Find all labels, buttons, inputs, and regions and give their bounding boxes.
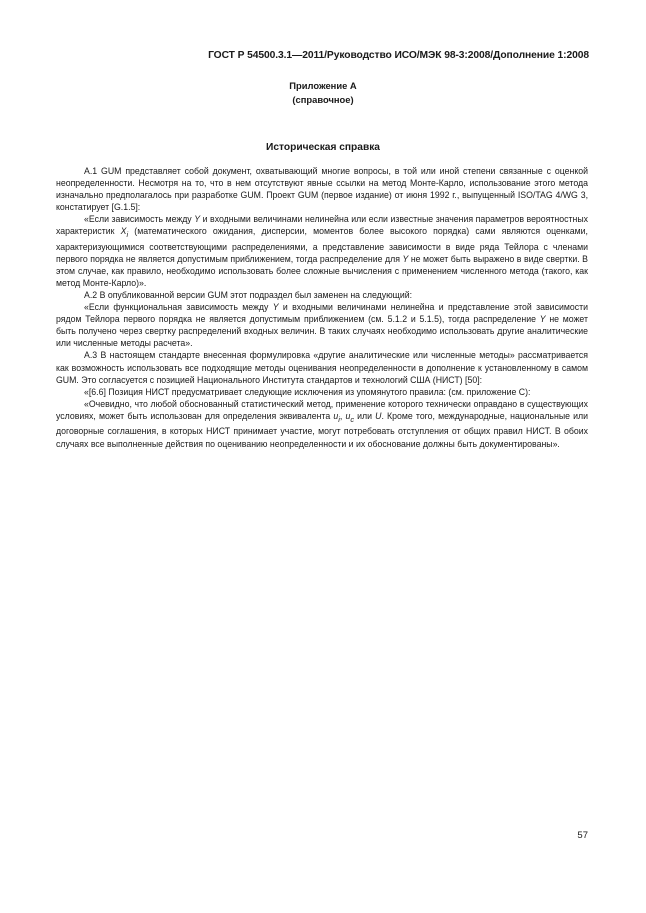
paragraph-gum-quote-2: «Если функциональная зависимость между Y и входными величинами нелинейна и представление этой зависимости рядом Тейлора первого порядка не является допустимым приближением (см. 5.1.2 и 5.1.5), тогда распределение Y не может быть получено через свертку распределений входных величин. В таких случаях необходимо использовать другие аналитические или численные методы расчета». (56, 302, 589, 349)
paragraph-a3: А.3 В настоящем стандарте внесенная формулировка «другие аналитические или численные методы» рассматривается как возможность использовать все подходящие методы оценивания неопределенности в дополнение к установленному в самом GUM. Это согласуется с позицией Национального Института стандартов и технологий США (НИСТ) [50]: (56, 350, 588, 385)
annex-title: Приложение А (289, 80, 357, 91)
paragraph-nist-rule: «[6.6] Позиция НИСТ предусматривает следующие исключения из упомянутого правила: (см. приложение С): (84, 386, 531, 397)
section-title: Историческая справка (266, 142, 380, 153)
paragraph-gum-quote-1: «Если зависимость между Y и входными величинами нелинейна или если известные значения параметров вероятностных характеристик $X_i$ (математического ожидания, дисперсии, моментов более высокого порядка) сами являются оценками, характеризующимися соответствующими распределениями, а представление зависимости в виде ряда Тейлора с членами первого порядка не является допустимым приближением, тогда распределение для Y не может быть выражено в виде свертки. В этом случае, как правило, необходимо использовать более сложные вычисления с применением численного метода (такого, как метод Монте-Карло)». (56, 214, 588, 289)
annex-type: (справочное) (292, 94, 354, 105)
document-header: ГОСТ Р 54500.3.1—2011/Руководство ИСО/МЭК 98-3:2008/Дополнение 1:2008 (208, 50, 589, 61)
body-text (56, 165, 588, 450)
paragraph-nist-quote: «Очевидно, что любой обоснованный статистический метод, применение которого технически оправдано в существующих условиях, может быть использован для определения эквивалента $u_i$, $u_c$ или U. Кроме того, международные, национальные или договорные соглашения, в которых НИСТ принимает участие, могут потребовать отступления от общих правил НИСТ. В обоих случаях все выполненные действия по оцениванию неопределенности и их обоснование должны быть документированы». (56, 398, 589, 449)
page-number: 57 (577, 830, 588, 841)
paragraph-a2: А.2 В опубликованной версии GUM этот подраздел был заменен на следующий: (84, 290, 413, 301)
paragraph-a1: А.1 GUM представляет собой документ, охватывающий многие вопросы, в той или иной степени связанные с оценкой неопределенности. Несмотря на то, что в нем отсутствуют явные ссылки на метод Монте-Карло, использование этого метода изначально предполагалось при разработке GUM. Проект GUM (первое издание) от июня 1992 г., выпущенный ISO/TAG 4/WG 3, констатирует [G.1.5]: (56, 166, 588, 213)
